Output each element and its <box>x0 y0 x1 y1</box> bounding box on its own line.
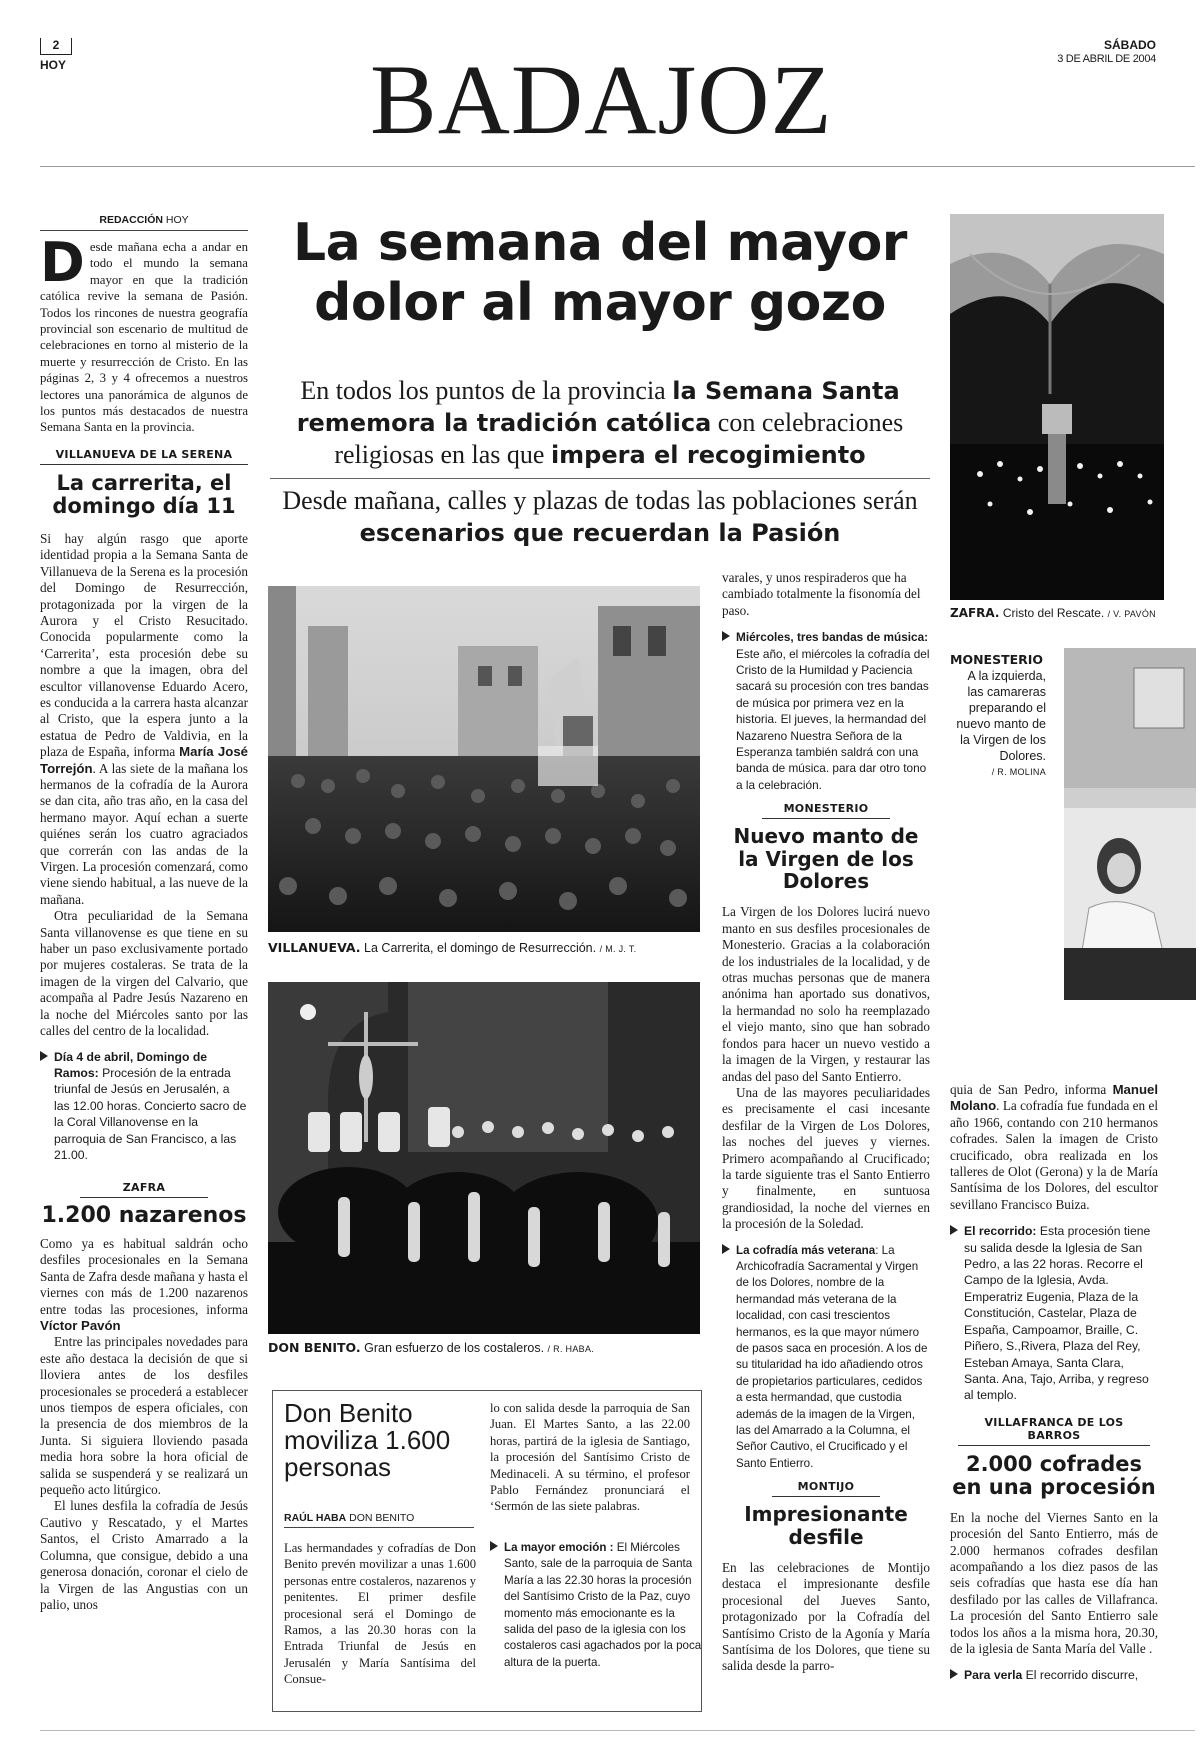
monesterio-p2: Una de las mayores peculiaridades es precisamente el casi incesante desfilar de la Virgen de Los Dolores, las noches del jueves y viernes. Primero acompañando al Crucificado; la tarde siguiente tras el Santo Entierro y finalmente, en suntuosa grandiosidad, la noche del viernes en la procesión de la Soledad. <box>722 1084 930 1232</box>
triangle-bullet-icon <box>722 1244 730 1254</box>
villafranca-bullet-title: Para verla <box>964 1668 1023 1683</box>
caption-monesterio-credit: / R. MOLINA <box>991 767 1046 777</box>
caption-zafra-place: ZAFRA. <box>950 606 1000 620</box>
villanueva-p2: Otra peculiaridad de la Semana Santa villanovense es que tiene en su haber un paso exclusivamente portado por mujeres costaleras. Se trata de la imagen de la virgen del Calvario, que acompaña al Padre Jesús Nazareno en la noche del Miércoles santo por las calles del centro de la localidad. <box>40 908 248 1039</box>
intro-drop-cap: D <box>40 231 85 294</box>
villanueva-reporter: María José Torrejón <box>40 744 248 776</box>
caption-donbenito <box>268 1340 708 1355</box>
section-title <box>370 40 833 160</box>
deck2-a: Desde mañana, calles y plazas de todas las poblaciones serán <box>282 486 918 515</box>
caption-zafra-credit: / V. PAVÓN <box>1107 609 1156 619</box>
villanueva-headline: La carrerita, el domingo día 11 <box>52 470 236 519</box>
zafra-reporter: Víctor Pavón <box>40 1318 121 1333</box>
monesterio-bullet-text: : La Archicofradía Sacramental y Virgen de los Dolores, nombre de la hermandad más veterana de la localidad, con casi trescientos hermanos, es la que mayor número de pasos saca en procesión. A los de su titularidad ha ido añadiendo otros de propietarios particulares, cedidos a esta hermandad, que custodia además de la imagen de la Virgen, las del Amarrado a la Columna, el Señor Cautivo, el Crucificado y el Santo Entierro. <box>736 1243 928 1470</box>
caption-monesterio-place: MONESTERIO <box>950 652 1044 667</box>
caption-donbenito-place: DON BENITO. <box>268 1340 361 1355</box>
triangle-bullet-icon <box>950 1225 958 1235</box>
col5-reporter: Manuel Molano <box>950 1082 1158 1114</box>
col3-bullet-title: Miércoles, tres bandas de música: <box>736 630 929 645</box>
main-deck-1 <box>272 375 928 471</box>
donbenito-p1: Las hermandades y cofradías de Don Benito prevén movilizar a unas 1.600 personas entre costaleros, nazarenos y penitentes. El primer desfile procesional será el Domingo de Ramos, a las 20.30 horas con la Entrada Triunfal de Jesús en Jerusalén y María Santísima del Consue- <box>284 1541 476 1687</box>
villanueva-p1-a: Si hay algún rasgo que aporte identidad propia a la Semana Santa de Villanueva de la Serena es la procesión del Domingo de Resurrección, protagonizada por la virgen de la Aurora y el Cristo Resucitado. Conocida popularmente como la ‘Carrerita’, esta procesión debe su nombre a que la imagen, obra del escultor villanovense Eduardo Acero, es conducida a la carrera hasta alcanzar al Cristo, que la espera junto a la estatua de Pedro de Valdivia, en la plaza de España, informa <box>40 530 248 760</box>
donbenito-byline-place: DON BENITO <box>349 1512 415 1524</box>
intro-body: esde mañana echa a andar en todo el mundo la semana mayor en que la tradición católica revive la semana de Pasión. Todos los rincones de nuestra geografía provincial son escenario de multitud de celebraciones en torno al misterio de la muerte y resurrección de Cristo. En las páginas 2, 3 y 4 ofrecemos a nuestros lectores una panorámica de algunos de los puntos más destacados de nuestra Semana Santa en la provincia. <box>40 240 248 435</box>
zafra-p3: El lunes desfila la cofradía de Jesús Cautivo y Rescatado, y el Martes Santos, el Cristo Amarrado a la Columna, que consigue, debido a una generosa donación, coronar el cielo de la Virgen de las Angustias con un palio, unos <box>40 1498 248 1612</box>
caption-villanueva <box>268 940 708 955</box>
triangle-bullet-icon <box>950 1669 958 1679</box>
caption-villanueva-place: VILLANUEVA. <box>268 940 361 955</box>
villafranca-p1: En la noche del Viernes Santo en la procesión del Santo Entierro, más de 2.000 hermanos cofrades desfilan acompañando a los diez pasos de las seis cofradías que hasta ese día han desfilado por las calles de Villafranca. La procesión del Santo Entierro sale todos los años a la misma hora, 20.30, de la iglesia de Santa María del Valle . <box>950 1509 1158 1656</box>
zafra-p1-a: Como ya es habitual saldrán ocho desfiles procesionales en la Semana Santa de Zafra desde mañana y hasta el viernes con más de 1.200 nazarenos entre todas las procesiones, informa <box>40 1235 248 1317</box>
monesterio-headline: Nuevo manto de la Virgen de los Dolores <box>733 824 919 894</box>
monesterio-bullet <box>722 1243 930 1473</box>
donbenito-headline: Don Benito moviliza 1.600 personas <box>284 1398 451 1482</box>
page-number: 2 <box>52 38 60 52</box>
triangle-bullet-icon <box>40 1051 48 1061</box>
main-headline: La semana del mayor dolor al mayor gozo <box>293 213 907 333</box>
deck-divider <box>270 478 930 479</box>
col5-cont-a: quia de San Pedro, informa <box>950 1082 1113 1097</box>
caption-donbenito-text: Gran esfuerzo de los costaleros. <box>364 1341 545 1355</box>
villafranca-bullet-text: El recorrido discurre, <box>1025 1668 1139 1683</box>
photo-monesterio <box>1064 648 1196 1000</box>
montijo-p1: En las celebraciones de Montijo destaca el impresionante desfile procesional del Jueves Santo, protagonizado por la Cofradía del Santísimo Cristo de la Agonía y María Santísima de los Dolores, que tiene su salida desde la parro- <box>722 1560 930 1674</box>
zafra-p1 <box>40 1236 248 1334</box>
caption-donbenito-credit: / R. HABA. <box>547 1344 595 1354</box>
caption-villanueva-credit: / M. J. T. <box>599 944 637 954</box>
triangle-bullet-icon <box>722 631 730 641</box>
deck1-d: impera el recogimiento <box>550 441 866 469</box>
deck1-b: la Semana Santa rememora la tradición católica <box>296 377 900 437</box>
col3-continuation: varales, y unos respiraderos que ha cambiado totalmente la fisonomía del paso. <box>722 570 921 618</box>
cristo-rescate-image <box>950 214 1164 600</box>
intro-byline <box>40 214 248 231</box>
col5-continuation <box>950 1082 1158 1213</box>
col3-bullet <box>722 629 930 793</box>
col5-bullet <box>950 1223 1158 1403</box>
main-deck-2 <box>262 485 938 549</box>
col5-cont-b: . La cofradía fue fundada en el año 1966, contando con 210 hermanos cofrades. Salen la imagen de Cristo crucificado, obra realizada en los talleres de Olot (Gerona) y la de María Santísima de los Dolores, del escultor sevillano Francisco Buiza. <box>950 1098 1158 1212</box>
villanueva-bullet <box>40 1049 248 1164</box>
photo-zafra <box>950 214 1164 600</box>
villanueva-p1 <box>40 531 248 908</box>
montijo-kicker: MONTIJO <box>772 1480 880 1497</box>
donbenito-p2: lo con salida desde la parroquia de San Juan. El Martes Santo, a las 22.00 horas, partirá de la iglesia de Santiago, la procesión del Santísimo Cristo de Medinaceli. A su término, el profesor Pablo Fernández pronunciará el ‘Sermón de las siete palabras. <box>490 1401 690 1514</box>
villanueva-bullet-title: Día 4 de abril, Domingo de Ramos: <box>54 1049 208 1080</box>
villanueva-bullet-text: Procesión de la entrada triunfal de Jesús en Jerusalén, a las 12.00 horas. Concierto sacro de la Coral Villanovense en la parroquia de San Francisco, a las 21.00. <box>54 1065 247 1162</box>
monesterio-kicker: MONESTERIO <box>762 802 890 819</box>
villanueva-p1-b: . A las siete de la mañana los hermanos de la cofradía de la Aurora se dan cita, año tras año, en la casa del hermano mayor. Aquí echan a suerte quiénes serán los cuatro agraciados que correrán con las andas de la Virgen. La procesión comenzará, como viene siendo habitual, a las nueve de la mañana. <box>40 760 248 907</box>
monesterio-p1: La Virgen de los Dolores lucirá nuevo manto en sus desfiles procesionales de Monesterio. Gracias a la colaboración de los industriales de la localidad, y de otras muchas personas que de manera anónima han aportado sus donativos, la hermandad no solo ha reemplazado el viejo manto, sino que han sobrado fondos para hacer un nuevo vestido a la imagen de la Virgen, y restaurar las andas del paso del Santo Entierro. <box>722 904 930 1084</box>
donbenito-bullet-title: La mayor emoción : <box>504 1541 614 1554</box>
deck1-a: En todos los puntos de la provincia <box>300 376 673 405</box>
intro-byline-place: HOY <box>165 214 189 226</box>
caption-monesterio-text: A la izquierda, las camareras preparando el nuevo manto de la Virgen de los Dolores. <box>956 669 1046 763</box>
costaleros-image <box>268 982 700 1334</box>
caption-zafra-text: Cristo del Rescate. <box>1002 606 1105 620</box>
column-5 <box>950 1082 1158 1684</box>
photo-villanueva <box>268 586 700 932</box>
donbenito-bullet <box>490 1540 704 1671</box>
bottom-rule <box>40 1730 1195 1731</box>
triangle-bullet-icon <box>490 1541 498 1551</box>
caption-villanueva-text: La Carrerita, el domingo de Resurrección. <box>364 941 597 955</box>
zafra-kicker: ZAFRA <box>80 1181 208 1198</box>
villafranca-bullet <box>950 1667 1158 1683</box>
issue-day: SÁBADO <box>1103 38 1156 52</box>
col5-bullet-text: Esta procesión tiene su salida desde la Iglesia de San Pedro, a las 22 horas. Recorre el Campo de la Iglesia, Avda. Emperatriz Eugenia, Plaza de la Constitución, Castelar, Plaza de España, Campoamor, Braille, C. Piñero, S.,Rivera, Plaza del Rey, Esteban Amaya, Santa Clara, Santa. Ana, Tajo, Arriba, y regreso al templo. <box>964 1224 1151 1403</box>
section-title-text: BADAJOZ <box>370 44 833 155</box>
caption-zafra <box>950 606 1190 620</box>
col3-bullet-text: Este año, el miércoles la cofradía del Cristo de la Humildad y Paciencia sacará su procesión con tres bandas de música por primera vez en la historia. El jueves, la hermandad del Nazareno Nuestra Señora de la Esperanza también saldrá con una banda de música. para dar otro tono a la celebración. <box>736 646 930 792</box>
monesterio-bullet-title: La cofradía más veterana <box>736 1243 876 1257</box>
intro-byline-name: REDACCIÓN <box>99 214 163 226</box>
deck1-c: con celebraciones religiosas en las que <box>334 408 904 469</box>
camareras-image <box>1064 648 1196 1000</box>
issue-date: 3 DE ABRIL DE 2004 <box>1057 53 1156 65</box>
villanueva-kicker: VILLANUEVA DE LA SERENA <box>40 448 248 465</box>
montijo-headline: Impresionante desfile <box>744 1502 908 1549</box>
caption-monesterio <box>950 652 1046 780</box>
villafranca-kicker: VILLAFRANCA DE LOS BARROS <box>958 1416 1150 1446</box>
intro-text <box>40 231 248 436</box>
donbenito-byline-name: RAÚL HABA <box>284 1512 347 1524</box>
masthead-rule <box>40 166 1195 167</box>
zafra-headline: 1.200 nazarenos <box>41 1203 247 1229</box>
intro-column <box>40 214 248 1613</box>
zafra-p2: Entre las principales novedades para este año destaca la decisión de que si lloviera antes de los desfiles procesionales se procederá a establecer unos tiempos de espera oficiales, con la presencia de dos miembros de la Junta. Si siguiera lloviendo pasada media hora sobre la hora oficial de salida se suspenderá y se realizará un pequeño acto litúrgico. <box>40 1334 248 1498</box>
donbenito-byline <box>284 1512 474 1528</box>
procession-crowd-image <box>268 586 700 932</box>
villafranca-headline: 2.000 cofrades en una procesión <box>952 1451 1156 1500</box>
page-number-box <box>40 38 72 55</box>
photo-donbenito <box>268 982 700 1334</box>
deck2-b: escenarios que recuerdan la Pasión <box>359 519 841 547</box>
paper-name: HOY <box>40 58 67 72</box>
column-3 <box>722 570 930 1675</box>
donbenito-bullet-text: El Miércoles Santo, sale de la parroquia de Santa María a las 22.30 horas la procesión del Santísimo Cristo de la Paz, cuyo momento más emocionante es la salida del paso de la iglesia con los costaleros casi agachados por la poca altura de la puerta. <box>504 1541 702 1669</box>
col5-bullet-title: El recorrido: <box>964 1224 1037 1239</box>
